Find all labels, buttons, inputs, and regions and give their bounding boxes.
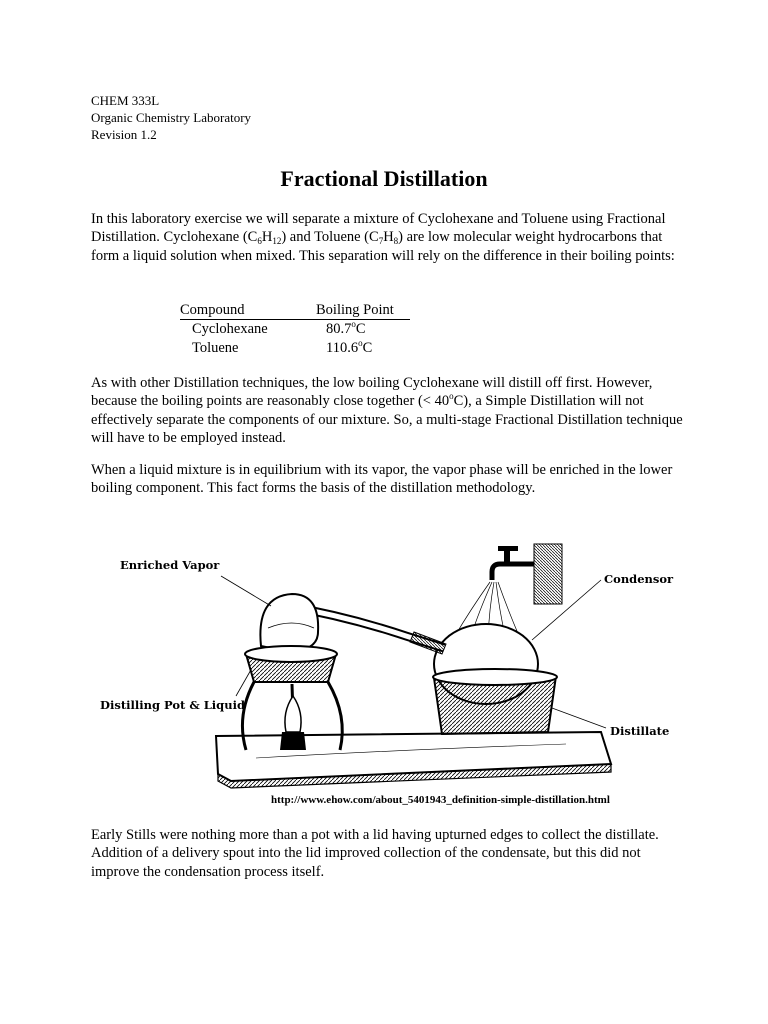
lab-name: Organic Chemistry Laboratory <box>91 110 252 125</box>
column-header-boiling-point: Boiling Point <box>316 302 394 318</box>
figure-source-url: http://www.ehow.com/about_5401943_definition-simple-distillation.html <box>271 794 610 806</box>
distillation-paragraph: As with other Distillation techniques, the low boiling Cyclohexane will distill off first. However, because the boiling points are reasonably close together (< $40^oC$), a Simple Distillation will not effectively separate the components of our mixture. So, a multi-stage Fractional Distillation technique will have to be employed instead. <box>91 375 683 447</box>
page-title: Fractional Distillation <box>280 166 488 191</box>
boiling-point-table <box>180 301 410 357</box>
label-condensor: Condensor <box>604 572 674 586</box>
compound-cell: Toluene <box>192 339 239 356</box>
table-row <box>180 339 410 357</box>
label-distillate: Distillate <box>610 724 670 738</box>
table-header-row <box>180 301 410 320</box>
revision-label: Revision 1.2 <box>91 127 157 142</box>
column-header-compound: Compound <box>180 302 245 318</box>
boiling-point-cell: 110.6$^o$C <box>326 337 373 356</box>
equilibrium-paragraph: When a liquid mixture is in equilibrium with its vapor, the vapor phase will be enriched in the lower boiling component. This fact forms the basis of the distillation methodology. <box>91 462 673 497</box>
intro-paragraph: In this laboratory exercise we will separate a mixture of Cyclohexane and Toluene using Fractional Distillation. Cyclohexane $(C_6H_{12})$ and Toluene $(C_7H_8)$ are low molecular weight hydrocarbons that form a liquid solution when mixed. This separation will rely on the difference in their boiling points: <box>91 211 675 264</box>
label-distilling-pot: Distilling Pot & Liquid <box>100 698 245 712</box>
boiling-point-cell: 80.7$^o$C <box>326 319 366 338</box>
compound-cell: Cyclohexane <box>192 321 268 338</box>
table-row <box>180 320 410 338</box>
early-stills-paragraph: Early Stills were nothing more than a pot with a lid having upturned edges to collect the distillate. Addition of a delivery spout into the lid improved collection of the condensate, but this did not improve the condensation process itself. <box>91 827 659 880</box>
distillation-apparatus-figure <box>96 536 696 796</box>
document-header <box>91 92 251 143</box>
label-enriched-vapor: Enriched Vapor <box>120 558 220 572</box>
course-code: CHEM 333L <box>91 93 160 108</box>
